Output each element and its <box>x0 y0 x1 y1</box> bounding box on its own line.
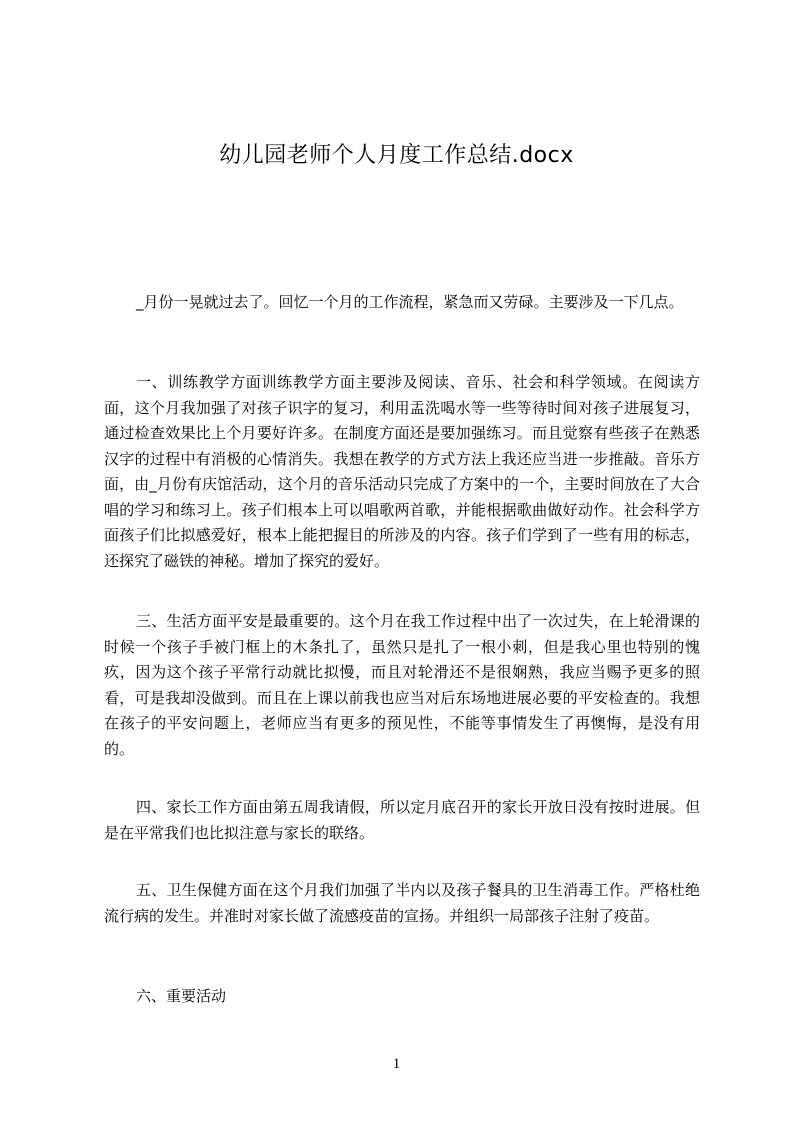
paragraph-life-safety: 三、生活方面平安是最重要的。这个月在我工作过程中出了一次过失，在上轮滑课的时候一个孩子手被门框上的木条扎了，虽然只是扎了一根小刺，但是我心里也特别的愧疚，因为这个孩子平常行动就比拟慢，而且对轮滑还不是很娴熟，我应当赐予更多的照看，可是我却没做到。而且在上课以前我也应当对后东场地进展必要的平安检查的。我想在孩子的平安问题上，老师应当有更多的预见性，不能等事情发生了再懊悔，是没有用的。 <box>104 612 700 758</box>
paragraph-intro: _月份一晃就过去了。回忆一个月的工作流程，紧急而又劳碌。主要涉及一下几点。 <box>136 293 684 311</box>
paragraph-health-care: 五、卫生保健方面在这个月我们加强了半内以及孩子餐具的卫生消毒工作。严格杜绝流行病的发生。并准时对家长做了流感疫苗的宣扬。并组织一局部孩子注射了疫苗。 <box>104 881 700 925</box>
paragraph-teaching: 一、训练教学方面训练教学方面主要涉及阅读、音乐、社会和科学领域。在阅读方面，这个月我加强了对孩子识字的复习，利用盂洗喝水等一些等待时间对孩子进展复习，通过检查效果比上个月要好许多。在制度方面还是要加强练习。而且觉察有些孩子在熟悉汉字的过程中有消极的心情消失。我想在教学的方式方法上我还应当进一步推敲。音乐方面，由_月份有庆馆活动，这个月的音乐活动只完成了方案中的一个，主要时间放在了大合唱的学习和练习上。孩子们根本上可以唱歌两首歌，并能根据歌曲做好动作。社会科学方面孩子们比拟感爱好，根本上能把握目的所涉及的内容。孩子们学到了一些有用的标志，还探究了磁铁的神秘。增加了探究的爱好。 <box>104 373 700 570</box>
document-title: 幼儿园老师个人月度工作总结.docx <box>219 143 574 168</box>
paragraph-key-activities: 六、重要活动 <box>136 987 227 1005</box>
paragraph-parent-work: 四、家长工作方面由第五周我请假，所以定月底召开的家长开放日没有按时进展。但是在平常我们也比拟注意与家长的联络。 <box>104 798 700 842</box>
page-number: 1 <box>392 1056 401 1072</box>
